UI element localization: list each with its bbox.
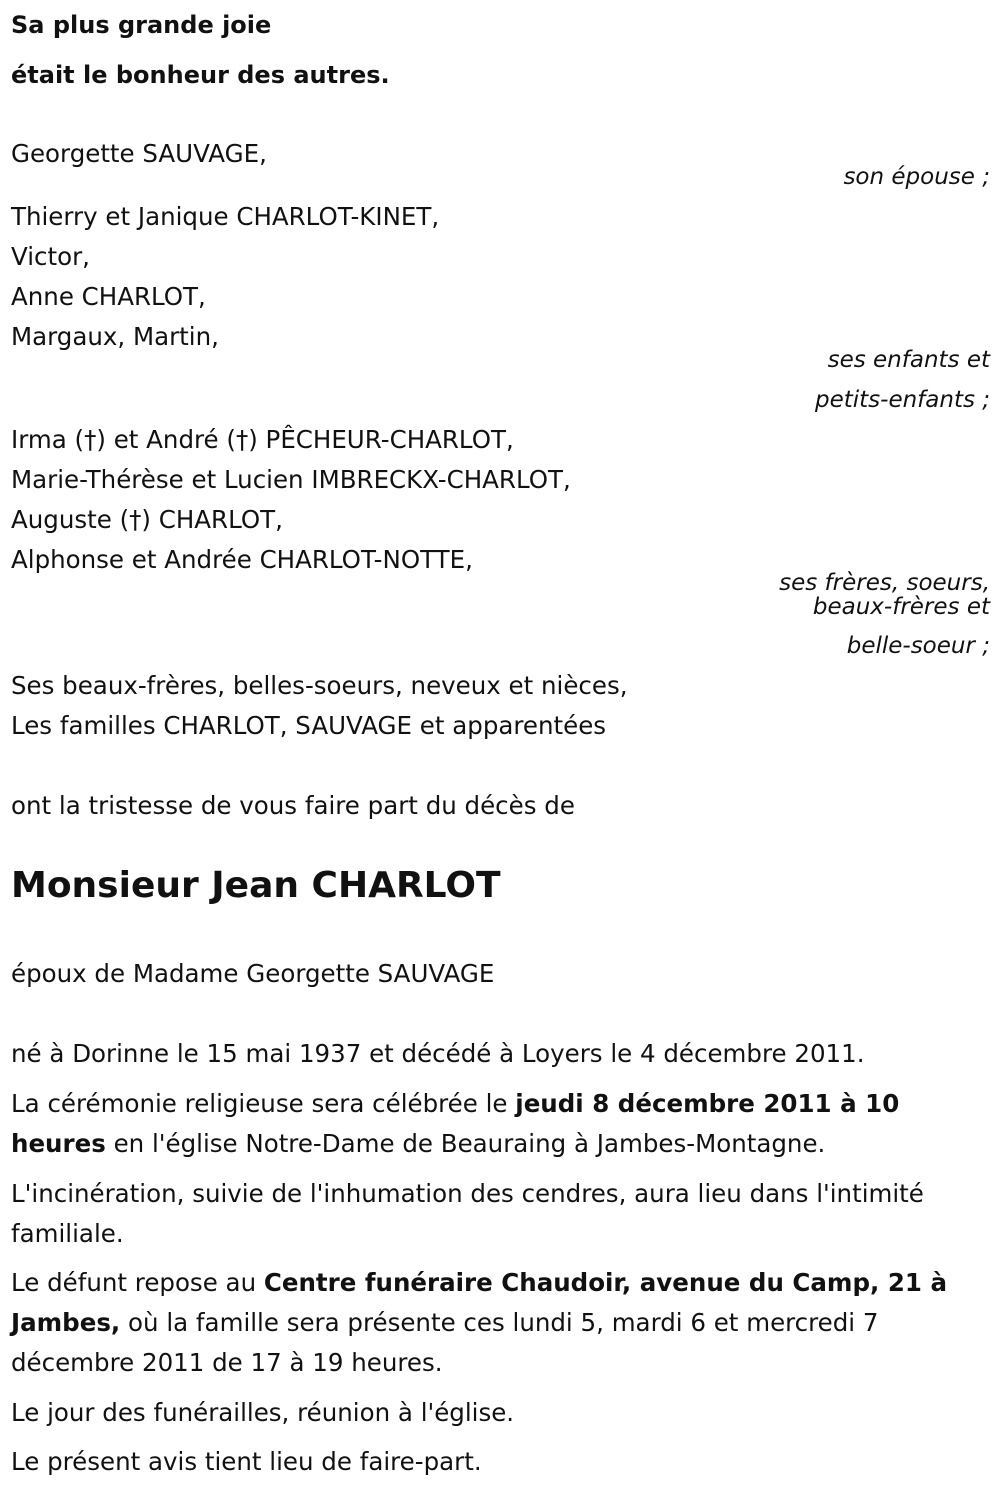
birth-death: né à Dorinne le 15 mai 1937 et décédé à Loyers le 4 décembre 2011. (11, 1039, 865, 1068)
siblings-role-line-3: belle-soeur ; (846, 633, 990, 659)
child-line: Victor, (11, 242, 90, 271)
children-role-line-2: petits-enfants ; (814, 387, 990, 413)
others-line: Ses beaux-frères, belles-soeurs, neveux et nièces, (11, 671, 628, 700)
ceremony-hour: heures (11, 1129, 106, 1158)
spouse-of: époux de Madame Georgette SAUVAGE (11, 959, 495, 988)
ceremony-line-2 (11, 1129, 826, 1158)
child-line: Anne CHARLOT, (11, 282, 206, 311)
ceremony-text: La cérémonie religieuse sera célébrée le (11, 1089, 516, 1118)
children-role-line-1: ses enfants et (827, 347, 990, 373)
sibling-line: Marie-Thérèse et Lucien IMBRECKX-CHARLOT, (11, 465, 571, 494)
child-line: Margaux, Martin, (11, 322, 219, 351)
spouse-name: Georgette SAUVAGE, (11, 139, 267, 168)
announcement: ont la tristesse de vous faire part du décès de (11, 791, 575, 820)
siblings-role-line-2: beaux-frères et (812, 594, 990, 620)
sibling-line: Auguste (†) CHARLOT, (11, 505, 283, 534)
ceremony-place: en l'église Notre-Dame de Beauraing à Jambes-Montagne. (105, 1129, 826, 1158)
cremation-line-2: familiale. (11, 1219, 124, 1248)
rest-line-2 (11, 1308, 879, 1337)
meeting-info: Le jour des funérailles, réunion à l'église. (11, 1398, 515, 1427)
siblings-role-line-1: ses frères, soeurs, (779, 570, 990, 596)
spouse-role: son épouse ; (843, 164, 990, 190)
visiting-days: où la famille sera présente ces lundi 5, mardi 6 et mercredi 7 (120, 1308, 879, 1337)
funeral-home-city: Jambes, (11, 1308, 121, 1337)
quote-line-2: était le bonheur des autres. (11, 61, 390, 89)
others-line: Les familles CHARLOT, SAUVAGE et apparentées (11, 711, 607, 740)
notice-info: Le présent avis tient lieu de faire-part. (11, 1447, 482, 1476)
cremation-line-1: L'incinération, suivie de l'inhumation des cendres, aura lieu dans l'intimité (11, 1179, 924, 1208)
quote-line-1: Sa plus grande joie (11, 11, 272, 39)
deceased-name: Monsieur Jean CHARLOT (11, 865, 501, 906)
child-line: Thierry et Janique CHARLOT-KINET, (11, 202, 440, 231)
rest-line-3: décembre 2011 de 17 à 19 heures. (11, 1348, 443, 1377)
ceremony-date: jeudi 8 décembre 2011 à 10 (515, 1089, 900, 1118)
sibling-line: Alphonse et Andrée CHARLOT-NOTTE, (11, 545, 473, 574)
rest-text: Le défunt repose au (11, 1268, 264, 1297)
sibling-line: Irma (†) et André (†) PÊCHEUR-CHARLOT, (11, 425, 514, 454)
funeral-home: Centre funéraire Chaudoir, avenue du Camp, 21 à (263, 1268, 947, 1297)
ceremony-line-1 (11, 1089, 900, 1118)
rest-line-1 (11, 1268, 947, 1297)
